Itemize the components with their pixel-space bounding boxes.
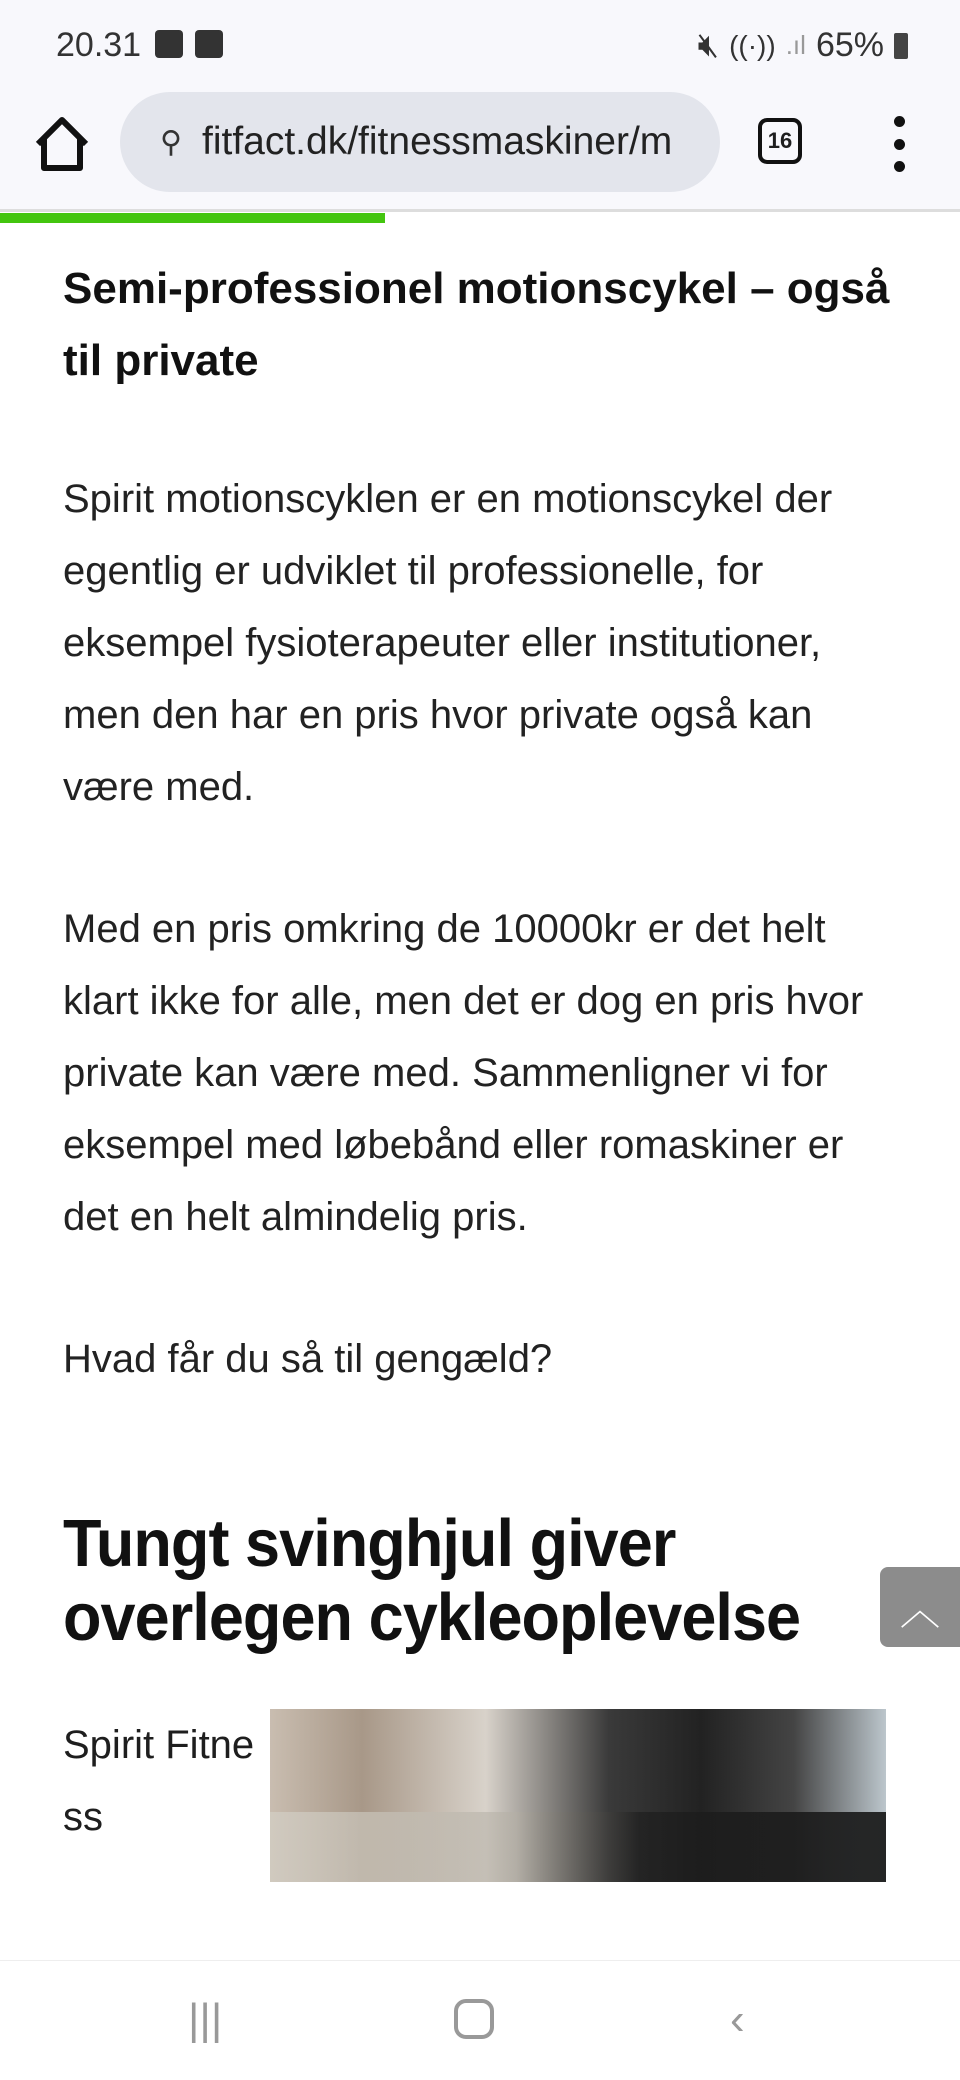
battery-text: 65% [815,26,884,64]
wifi-icon: ((·)) [729,29,776,61]
home-nav-icon[interactable] [454,1999,494,2039]
side-text: Spirit Fitne ss [63,1723,255,1839]
tab-switcher-button[interactable]: 16 [758,118,802,164]
gallery-icon [155,30,183,58]
url-bar[interactable] [120,92,720,192]
url-text: fitfact.dk/fitnessmaskiner/m [201,120,673,163]
home-icon [30,112,94,176]
scroll-to-top-button[interactable] [880,1567,960,1647]
paragraph: Med en pris omkring de 10000kr er det helt klart ikke for alle, men det er dog en pris hvor private kan være med. Sammenligner vi for eksempel med løbebånd eller romaskiner er det en helt almindelig pris. [63,907,864,1239]
clock: 20.31 [56,26,142,64]
battery-icon [894,33,908,59]
back-icon[interactable]: ‹ [730,1995,745,2044]
mute-icon: 🔇︎ [697,26,720,64]
system-nav-bar [0,1960,960,2080]
page-load-progress [0,213,385,223]
article [63,224,903,1899]
site-settings-icon[interactable]: ⚲ [160,125,182,159]
status-bar [0,0,960,88]
browser-toolbar [0,88,960,212]
home-button[interactable] [30,112,94,176]
fitness-showroom-image [270,1709,886,1882]
signal-icon: .ıl [785,30,806,60]
check-icon [195,30,223,58]
paragraph: Spirit motionscyklen er en motionscykel der egentlig er udviklet til professionelle, for eksempel fysioterapeuter eller institutioner, men den har en pris hvor private også kan være med. [63,477,833,809]
recents-icon[interactable]: ||| [188,1995,223,2044]
more-menu-icon[interactable] [884,116,914,172]
section-heading: Tungt svinghjul giver overlegen cykleoplevelse [63,1506,801,1655]
chevron-up-icon: ︿ [900,1588,940,1633]
paragraph: Hvad får du så til gengæld? [63,1337,553,1381]
subheading: Semi-professionel motionscykel – også til private [63,264,890,385]
